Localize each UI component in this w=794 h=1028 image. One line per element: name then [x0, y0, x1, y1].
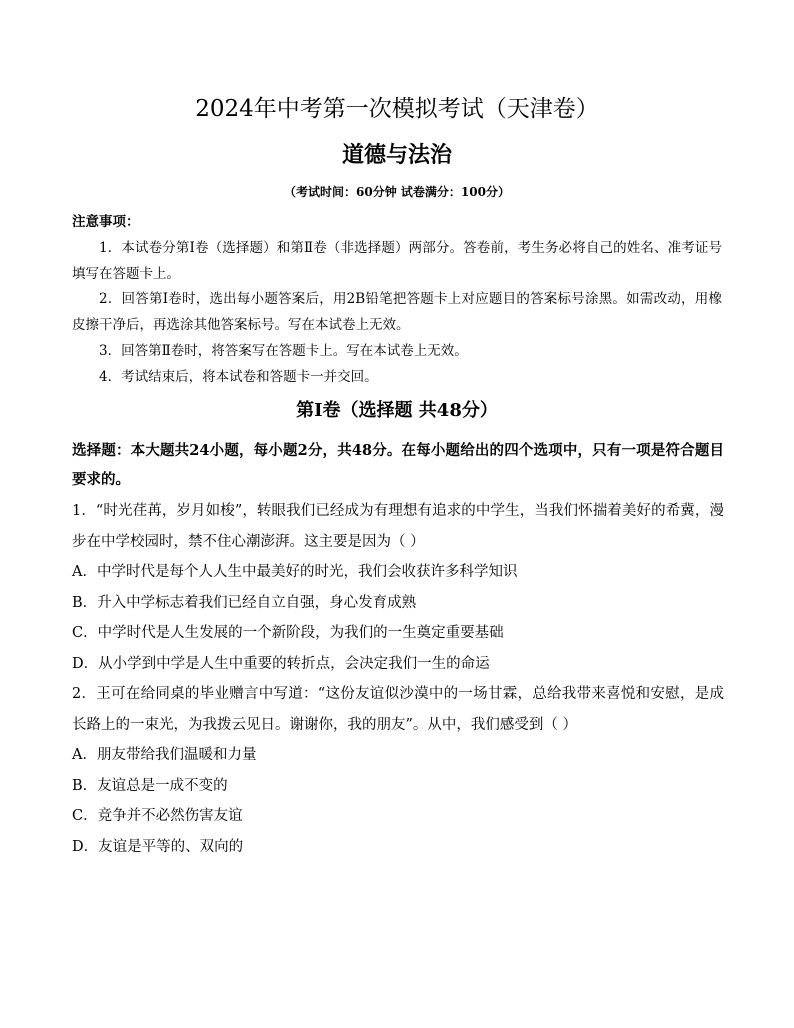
notes-list — [72, 236, 722, 390]
option-a: A．中学时代是每个人人生中最美好的时光，我们会收获许多科学知识 — [72, 564, 518, 580]
section-title: 第Ⅰ卷（选择题 共48分） — [296, 400, 498, 421]
option-a: A．朋友带给我们温暖和力量 — [72, 747, 257, 763]
option-d: D．友谊是平等的、双向的 — [72, 838, 244, 855]
option-d: D．从小学到中学是人生中重要的转折点，会决定我们一生的命运 — [72, 655, 490, 672]
option-b: B．友谊总是一成不变的 — [72, 777, 228, 794]
option-c: C．竞争并不必然伤害友谊 — [72, 808, 243, 824]
question-1 — [72, 496, 724, 679]
note-item: 3．回答第Ⅱ卷时，将答案写在答题卡上。写在本试卷上无效。 — [99, 342, 468, 359]
note-item: 2．回答第Ⅰ卷时，选出每小题答案后，用2B铅笔把答题卡上对应题目的答案标号涂黑。如需改动，用橡皮擦干净后，再选涂其他答案标号。写在本试卷上无效。 — [72, 291, 722, 334]
exam-title: 2024年中考第一次模拟考试（天津卷） — [195, 96, 599, 122]
option-c: C．中学时代是人生发展的一个新阶段，为我们的一生奠定重要基础 — [72, 625, 504, 641]
exam-meta: （考试时间：60分钟 试卷满分：100分） — [284, 185, 510, 199]
question-stem: 2．王可在给同桌的毕业赠言中写道：“这份友谊似沙漠中的一场甘霖，总给我带来喜悦和安慰，是成长路上的一束光，为我拨云见日。谢谢你，我的朋友”。从中，我们感受到（ ） — [72, 686, 724, 733]
question-stem: 1．“时光荏苒，岁月如梭”，转眼我们已经成为有理想有追求的中学生，当我们怀揣着美好的希冀，漫步在中学校园时，禁不住心潮澎湃。这主要是因为（ ） — [72, 503, 724, 550]
question-list — [72, 496, 724, 862]
subject-title: 道德与法治 — [341, 142, 452, 168]
notes-heading: 注意事项： — [72, 214, 140, 230]
question-2 — [72, 679, 724, 862]
note-item: 4．考试结束后，将本试卷和答题卡一并交回。 — [99, 368, 378, 385]
option-b: B．升入中学标志着我们已经自立自强，身心发育成熟 — [72, 594, 417, 611]
section-instructions: 选择题：本大题共24小题，每小题2分，共48分。在每小题给出的四个选项中，只有一项是符合题目要求的。 — [72, 442, 724, 488]
note-item: 1．本试卷分第Ⅰ卷（选择题）和第Ⅱ卷（非选择题）两部分。答卷前，考生务必将自己的姓名、准考证号填写在答题卡上。 — [72, 240, 722, 282]
